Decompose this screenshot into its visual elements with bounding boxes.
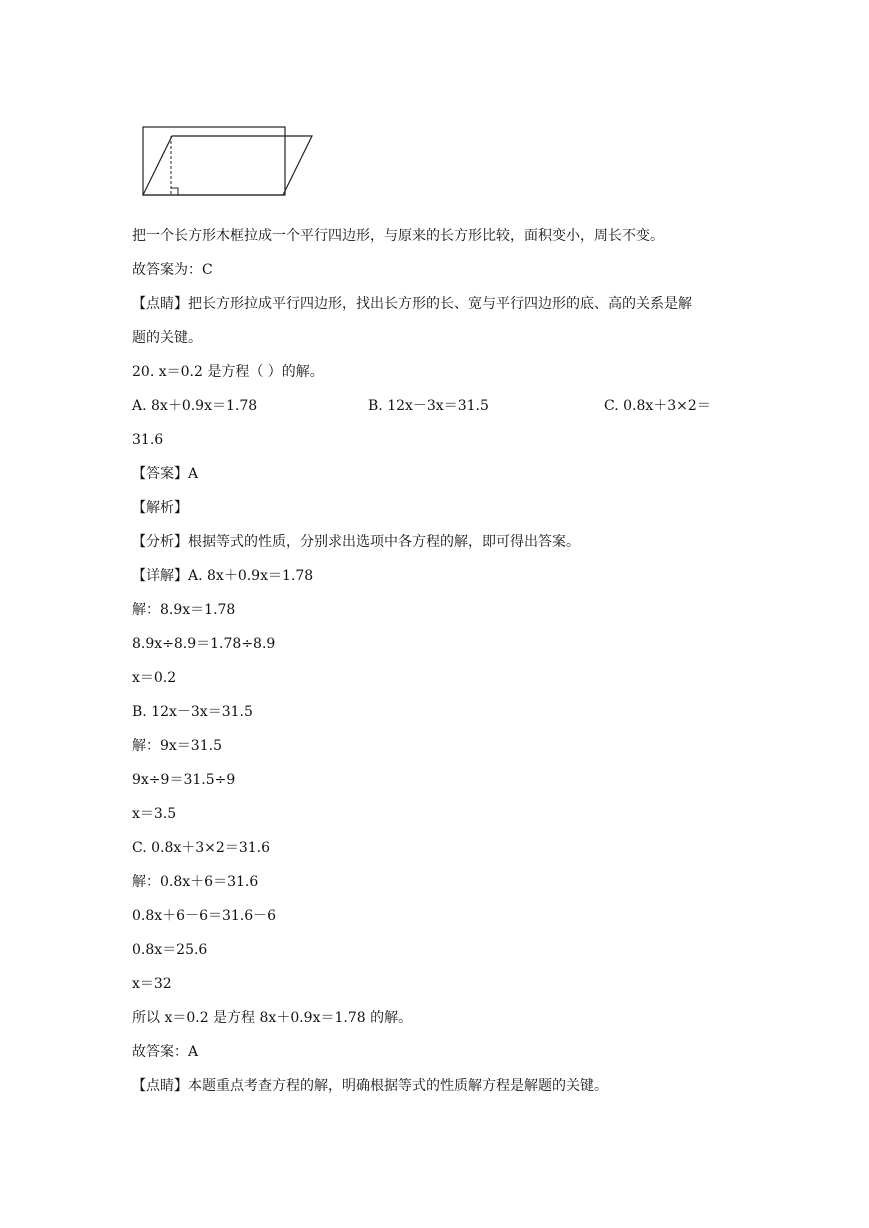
c-heading: C. 0.8x＋3×2＝31.6: [132, 840, 270, 856]
b-step-2: 9x÷9＝31.5÷9: [132, 772, 236, 788]
b-step-3: x＝3.5: [132, 806, 177, 822]
previous-tip-line-2: 题的关键。: [132, 330, 202, 346]
option-c-part-1: C. 0.8x＋3×2＝: [604, 398, 711, 414]
tip: 【点睛】本题重点考查方程的解，明确根据等式的性质解方程是解题的关键。: [132, 1078, 608, 1094]
b-step-1: 解：9x＝31.5: [132, 738, 222, 754]
c-step-1: 解：0.8x＋6＝31.6: [132, 874, 259, 890]
option-b: B. 12x－3x＝31.5: [368, 398, 489, 414]
question-20-stem: 20. x＝0.2 是方程（ ）的解。: [132, 364, 324, 380]
parallelogram-outline: [143, 136, 312, 195]
final-answer: 故答案：A: [132, 1044, 199, 1060]
previous-conclusion: 把一个长方形木框拉成一个平行四边形，与原来的长方形比较，面积变小，周长不变。: [132, 228, 664, 244]
answer-label: 【答案】A: [132, 466, 199, 482]
b-heading: B. 12x－3x＝31.5: [132, 704, 253, 720]
conclusion: 所以 x＝0.2 是方程 8x＋0.9x＝1.78 的解。: [132, 1010, 413, 1026]
right-angle-mark: [171, 188, 178, 195]
a-step-3: x＝0.2: [132, 670, 177, 686]
rectangle-outline: [143, 127, 285, 195]
a-step-1: 解：8.9x＝1.78: [132, 602, 236, 618]
analysis-fenxi: 【分析】根据等式的性质，分别求出选项中各方程的解，即可得出答案。: [132, 534, 580, 550]
previous-answer: 故答案为：C: [132, 262, 213, 278]
option-a: A. 8x＋0.9x＝1.78: [132, 398, 258, 414]
c-step-4: x＝32: [132, 976, 172, 992]
c-step-2: 0.8x＋6－6＝31.6－6: [132, 908, 277, 924]
analysis-heading: 【解析】: [132, 500, 188, 516]
rectangle-parallelogram-figure: [138, 122, 318, 202]
detail-a-heading: 【详解】A. 8x＋0.9x＝1.78: [132, 568, 314, 584]
a-step-2: 8.9x÷8.9＝1.78÷8.9: [132, 636, 276, 652]
c-step-3: 0.8x＝25.6: [132, 942, 208, 958]
previous-tip-line-1: 【点睛】把长方形拉成平行四边形，找出长方形的长、宽与平行四边形的底、高的关系是解: [132, 296, 692, 312]
option-c-part-2: 31.6: [132, 432, 164, 448]
